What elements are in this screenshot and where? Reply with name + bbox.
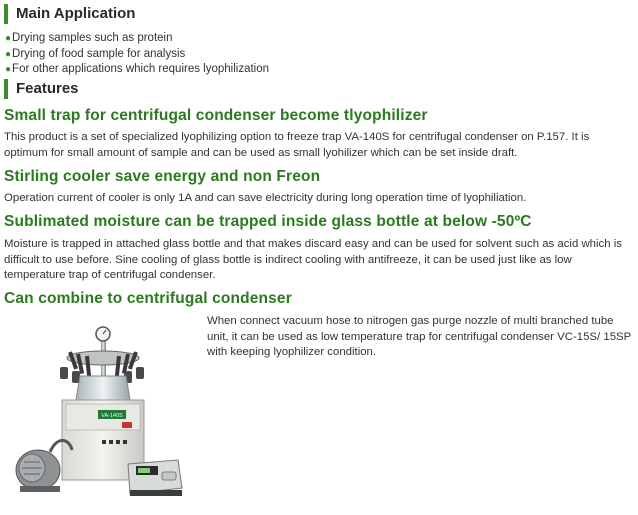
feature-text-small-trap: This product is a set of specialized lyophilizing option to freeze trap VA-140S for centrifugal condenser on P.157. It is optimum for small amount of sample and can be used as small lyohilizer which can be set inside draft. [4, 131, 590, 159]
list-item-text: Drying samples such as protein [12, 32, 173, 44]
lyophilizer-product-image [10, 322, 198, 510]
feature-title-sublimated-moisture: Sublimated moisture can be trapped inside glass bottle at below -50ºC [4, 213, 532, 230]
feature-title-centrifugal-combine: Can combine to centrifugal condenser [4, 290, 292, 307]
list-item-text: For other applications which requires lyophilization [12, 63, 270, 75]
list-item [5, 62, 269, 78]
feature-title-stirling-cooler: Stirling cooler save energy and non Freon [4, 168, 321, 185]
bullet-icon: ● [5, 33, 12, 44]
list-item-text: Drying of food sample for analysis [12, 47, 186, 60]
list-item [5, 47, 269, 63]
unit-model-label: VA-140S [101, 413, 123, 419]
feature-title-small-trap: Small trap for centrifugal condenser become tlyophilizer [4, 107, 428, 124]
list-item [5, 31, 269, 47]
features-heading-text: Features [16, 80, 79, 97]
lyophilizer-product-photo-icon [10, 322, 198, 510]
feature-text-stirling-cooler: Operation current of cooler is only 1A and can save electricity during long operation time of lyophiliation. [4, 192, 527, 204]
application-list [5, 31, 269, 78]
main-application-heading-text: Main Application [16, 5, 136, 22]
features-heading [4, 79, 79, 99]
bullet-icon: ● [5, 48, 12, 60]
bullet-icon: ● [5, 64, 12, 75]
feature-text-centrifugal-combine: When connect vacuum hose to nitrogen gas purge nozzle of multi branched tube unit, it can be used as low temperature trap for centrifugal condenser VC-15S/ 15SP with keeping lyophilizer condition. [207, 315, 632, 359]
main-application-heading [4, 4, 135, 24]
feature-text-sublimated-moisture: Moisture is trapped in attached glass bottle and that makes discard easy and can be used for solvent such as acid which is difficult to use before. Sine cooling of glass bottle is indirect cooling with antifreeze, it can be used just like as low temperature trap of centrifugal condenser. [4, 238, 622, 282]
